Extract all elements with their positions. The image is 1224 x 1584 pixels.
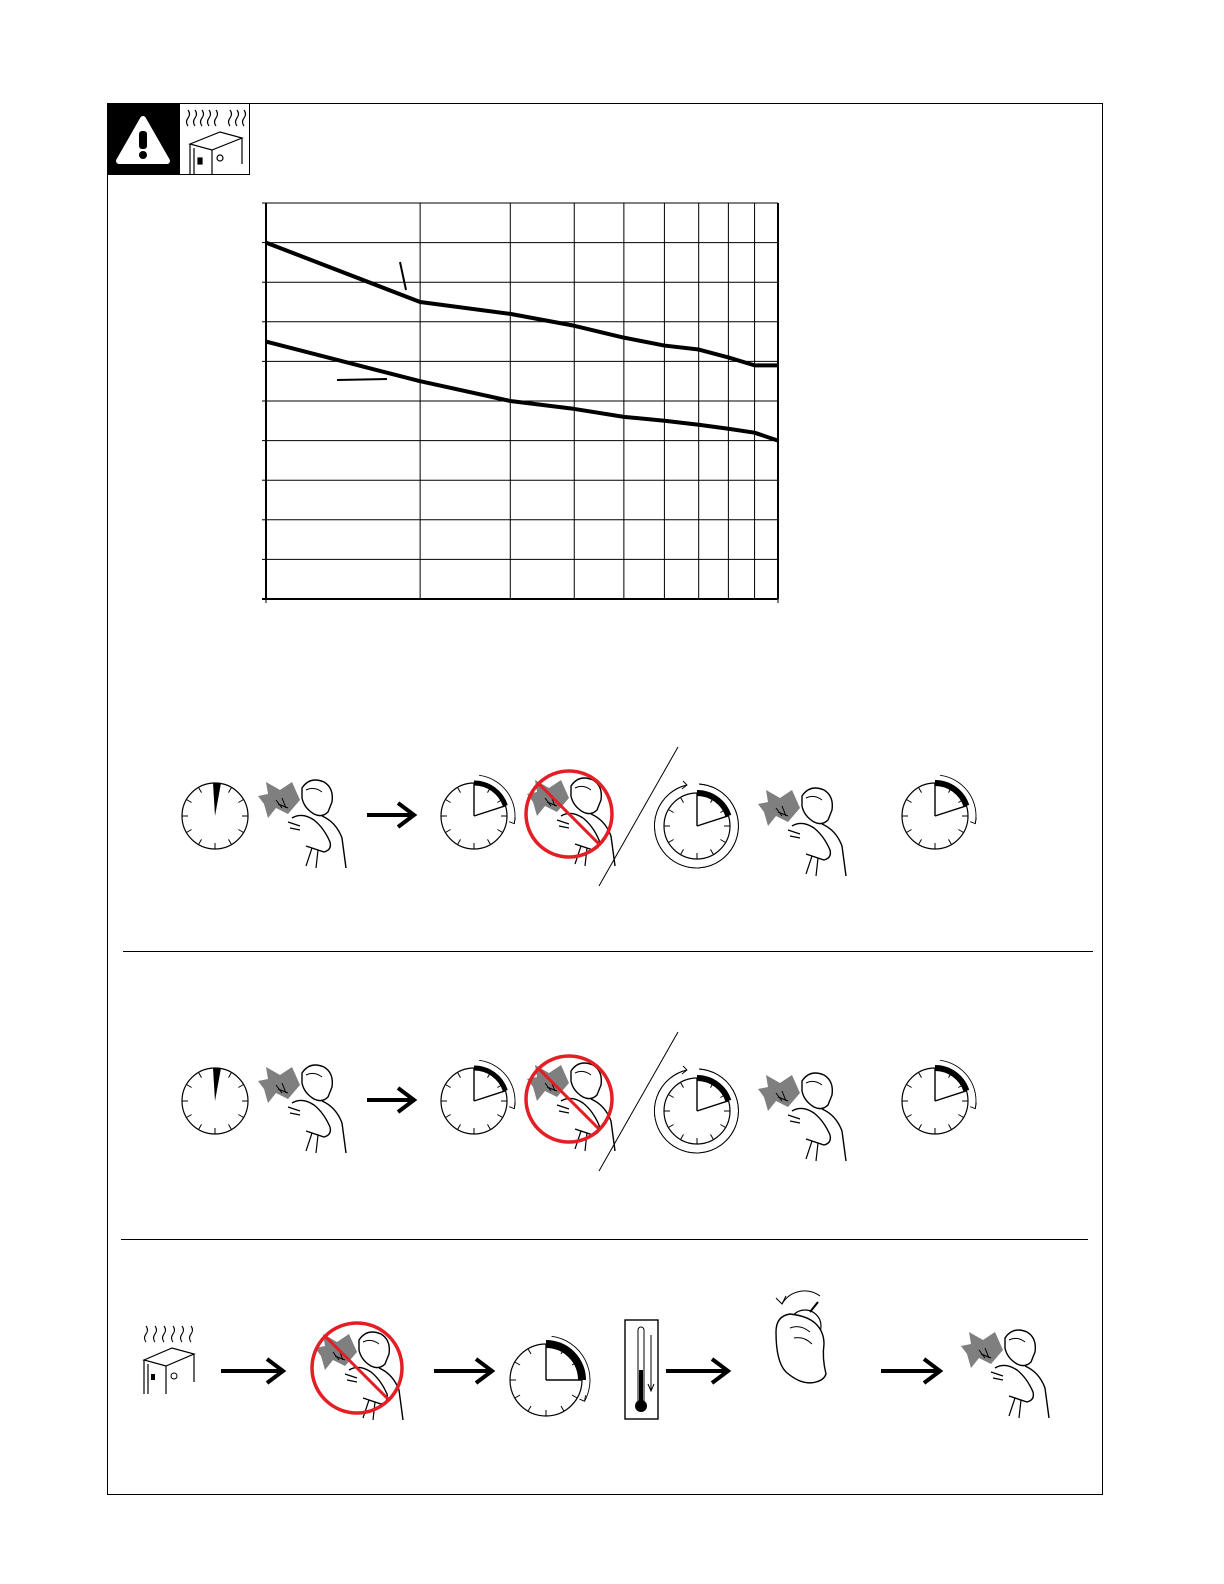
welder-icon (961, 1330, 1049, 1418)
arrow-right-icon (881, 1359, 940, 1383)
arrow-right-icon (221, 1359, 283, 1383)
arrow-right-icon (434, 1359, 492, 1383)
hand-adjust-knob-icon (776, 1291, 826, 1383)
arrow-right-icon (666, 1359, 728, 1383)
thermometer-icon (625, 1320, 658, 1419)
cooling-timer-icon (510, 1336, 590, 1416)
welder-icon (315, 1332, 403, 1420)
overheating-machine-icon (144, 1326, 194, 1394)
prohibited-welding-icon (312, 1323, 403, 1420)
